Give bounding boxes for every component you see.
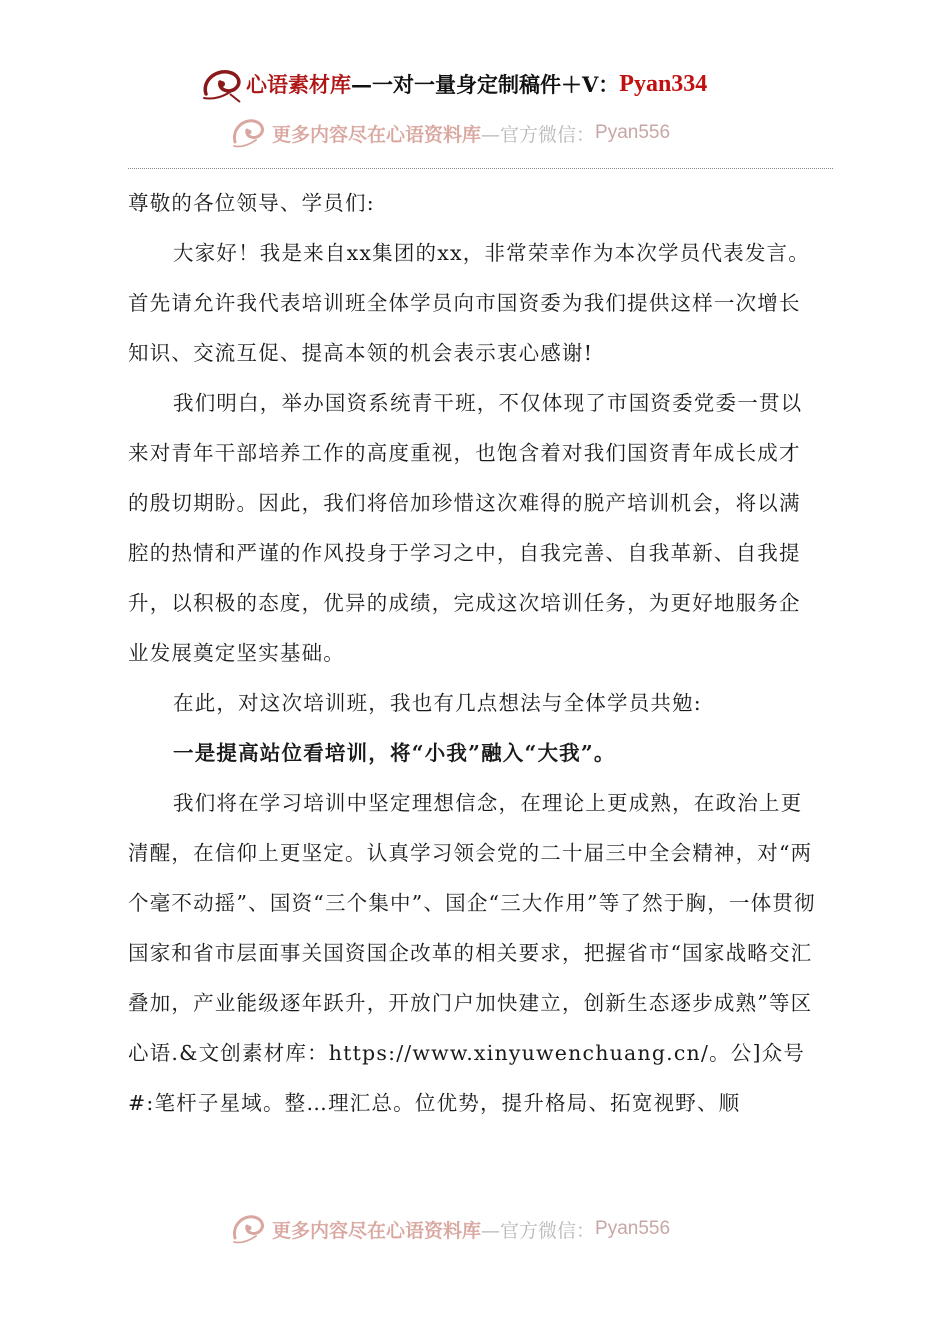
paragraph-intro-points: 在此，对这次培训班，我也有几点想法与全体学员共勉: (173, 691, 702, 715)
footer-watermark-id: Pyan556 (595, 1218, 671, 1239)
section-heading: 一是提高站位看培训，将“小我”融入“大我”。 (173, 741, 616, 765)
paragraph-greeting: 大家好！我是来自xx集团的xx，非常荣幸作为本次学员代表发言。首先请允许我代表培训班全体学员向市国资委为我们提供这样一次增长知识、交流互促、提高本领的机会表示衷心感谢! (128, 241, 810, 365)
footer-watermark-label: —官方微信： (481, 1219, 596, 1242)
ink-brush-logo-icon (200, 64, 246, 104)
header-watermark (230, 113, 670, 153)
watermark-logo-icon (230, 114, 268, 152)
header-divider (128, 168, 833, 169)
paragraph-point-one: 我们将在学习培训中坚定理想信念，在理论上更成熟，在政治上更清醒，在信仰上更坚定。认真学习领会党的二十届三中全会精神，对“两个毫不动摇”、国资“三个集中”、国企“三大作用”等了然于胸，一体贯彻国家和省市层面事关国资国企改革的相关要求，把握省市“国家战略交汇叠加，产业能级逐年跃升，开放门户加快建立，创新生态逐步成熟”等区心语.&文创素材库：https://www.xinyuwenchuang.cn/。公]众号#:笔杆子星域。整…理汇总。位优势，提升格局、拓宽视野、顺 (128, 791, 816, 1115)
footer-watermark-text: 更多内容尽在心语资料库 (272, 1219, 482, 1242)
watermark-label: —官方微信： (481, 123, 596, 146)
footer-logo-icon (230, 1210, 268, 1248)
header-slogan: —一对一量身定制稿件＋V： (351, 72, 620, 97)
footer-watermark (230, 1209, 670, 1249)
document-body (128, 178, 818, 1128)
header-contact-id: Pyan334 (619, 70, 708, 97)
header-title (200, 64, 707, 104)
watermark-text: 更多内容尽在心语资料库 (272, 123, 482, 146)
paragraph-significance: 我们明白，举办国资系统青干班，不仅体现了市国资委党委一贯以来对青年干部培养工作的高度重视，也饱含着对我们国资青年成长成才的殷切期盼。因此，我们将倍加珍惜这次难得的脱产培训机会，将以满腔的热情和严谨的作风投身于学习之中，自我完善、自我革新、自我提升，以积极的态度，优异的成绩，完成这次培训任务，为更好地服务企业发展奠定坚实基础。 (128, 391, 803, 665)
salutation: 尊敬的各位领导、学员们: (128, 191, 375, 215)
watermark-id: Pyan556 (595, 122, 671, 143)
header-brand-name: 心语素材库 (246, 72, 351, 97)
